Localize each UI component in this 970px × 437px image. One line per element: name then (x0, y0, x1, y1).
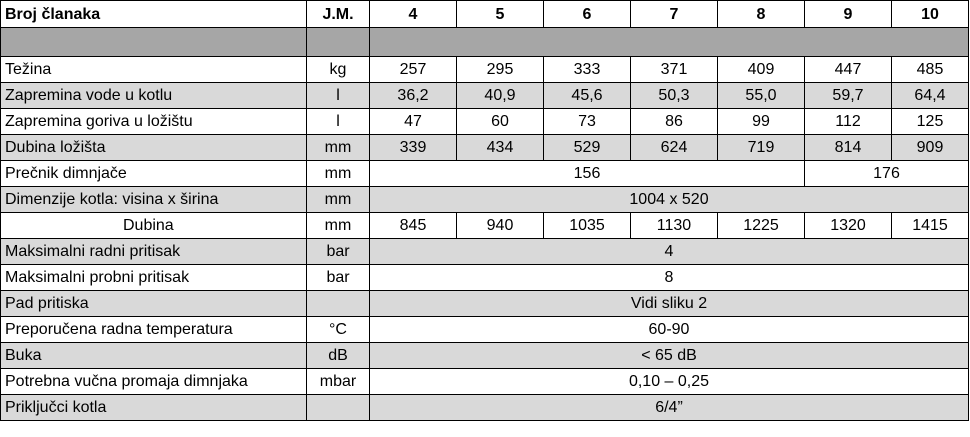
separator-row (1, 28, 969, 57)
row-value: 940 (457, 213, 544, 239)
row-value: 6/4” (370, 395, 969, 421)
header-count: 7 (631, 1, 718, 28)
header-count: 4 (370, 1, 457, 28)
row-label: Pad pritiska (1, 291, 307, 317)
row-value: 59,7 (805, 83, 892, 109)
row-value: 1130 (631, 213, 718, 239)
row-value: 156 (370, 161, 805, 187)
header-count: 8 (718, 1, 805, 28)
row-value: 0,10 – 0,25 (370, 369, 969, 395)
row-value: 624 (631, 135, 718, 161)
row-value: 45,6 (544, 83, 631, 109)
table-row (1, 187, 969, 213)
row-unit: l (307, 83, 370, 109)
row-value: 112 (805, 109, 892, 135)
row-unit: mbar (307, 369, 370, 395)
row-value: 40,9 (457, 83, 544, 109)
table-row (1, 213, 969, 239)
header-count: 10 (892, 1, 969, 28)
row-value: 447 (805, 57, 892, 83)
table-row (1, 395, 969, 421)
separator-cell (370, 28, 969, 57)
row-value: 434 (457, 135, 544, 161)
table-row (1, 291, 969, 317)
row-value: 371 (631, 57, 718, 83)
row-unit: bar (307, 265, 370, 291)
row-value: 47 (370, 109, 457, 135)
row-value: 50,3 (631, 83, 718, 109)
row-value: 719 (718, 135, 805, 161)
row-value: 64,4 (892, 83, 969, 109)
row-unit: dB (307, 343, 370, 369)
row-value: 60-90 (370, 317, 969, 343)
separator-cell (1, 28, 307, 57)
header-row (1, 1, 969, 28)
row-value: 73 (544, 109, 631, 135)
row-value: 339 (370, 135, 457, 161)
row-value: 845 (370, 213, 457, 239)
row-value: 99 (718, 109, 805, 135)
row-value: 295 (457, 57, 544, 83)
table-row (1, 317, 969, 343)
row-value: 485 (892, 57, 969, 83)
table-row (1, 109, 969, 135)
table-row (1, 135, 969, 161)
table-row (1, 265, 969, 291)
row-value: 257 (370, 57, 457, 83)
table-row (1, 161, 969, 187)
row-value: 529 (544, 135, 631, 161)
row-value: 176 (805, 161, 969, 187)
row-unit: mm (307, 213, 370, 239)
row-value: 1415 (892, 213, 969, 239)
row-label: Buka (1, 343, 307, 369)
row-value: 86 (631, 109, 718, 135)
row-label: Potrebna vučna promaja dimnjaka (1, 369, 307, 395)
header-label: Broj članaka (1, 1, 307, 28)
row-label: Težina (1, 57, 307, 83)
row-unit: mm (307, 135, 370, 161)
row-label: Preporučena radna temperatura (1, 317, 307, 343)
row-label: Prečnik dimnjače (1, 161, 307, 187)
row-value: Vidi sliku 2 (370, 291, 969, 317)
row-unit: bar (307, 239, 370, 265)
row-value: 36,2 (370, 83, 457, 109)
table-row (1, 343, 969, 369)
row-label: Zapremina vode u kotlu (1, 83, 307, 109)
row-value: 1320 (805, 213, 892, 239)
row-value: 333 (544, 57, 631, 83)
row-unit: kg (307, 57, 370, 83)
row-unit (307, 395, 370, 421)
row-value: 125 (892, 109, 969, 135)
separator-cell (307, 28, 370, 57)
header-count: 5 (457, 1, 544, 28)
table-row (1, 239, 969, 265)
row-label: Maksimalni probni pritisak (1, 265, 307, 291)
row-unit: mm (307, 187, 370, 213)
row-value: 60 (457, 109, 544, 135)
row-value: 409 (718, 57, 805, 83)
row-value: 8 (370, 265, 969, 291)
row-label: Zapremina goriva u ložištu (1, 109, 307, 135)
header-unit: J.M. (307, 1, 370, 28)
row-label: Dimenzije kotla: visina x širina (1, 187, 307, 213)
row-value: 4 (370, 239, 969, 265)
header-count: 9 (805, 1, 892, 28)
table-row (1, 83, 969, 109)
header-count: 6 (544, 1, 631, 28)
row-label: Dubina ložišta (1, 135, 307, 161)
row-unit: l (307, 109, 370, 135)
row-unit: °C (307, 317, 370, 343)
row-unit: mm (307, 161, 370, 187)
row-value: 814 (805, 135, 892, 161)
row-label: Priključci kotla (1, 395, 307, 421)
row-value: 1225 (718, 213, 805, 239)
table-row (1, 57, 969, 83)
row-unit (307, 291, 370, 317)
row-value: 909 (892, 135, 969, 161)
row-value: 55,0 (718, 83, 805, 109)
row-value: 1035 (544, 213, 631, 239)
row-label: Dubina (1, 213, 307, 239)
row-value: < 65 dB (370, 343, 969, 369)
table-row (1, 369, 969, 395)
row-label: Maksimalni radni pritisak (1, 239, 307, 265)
row-value: 1004 x 520 (370, 187, 969, 213)
